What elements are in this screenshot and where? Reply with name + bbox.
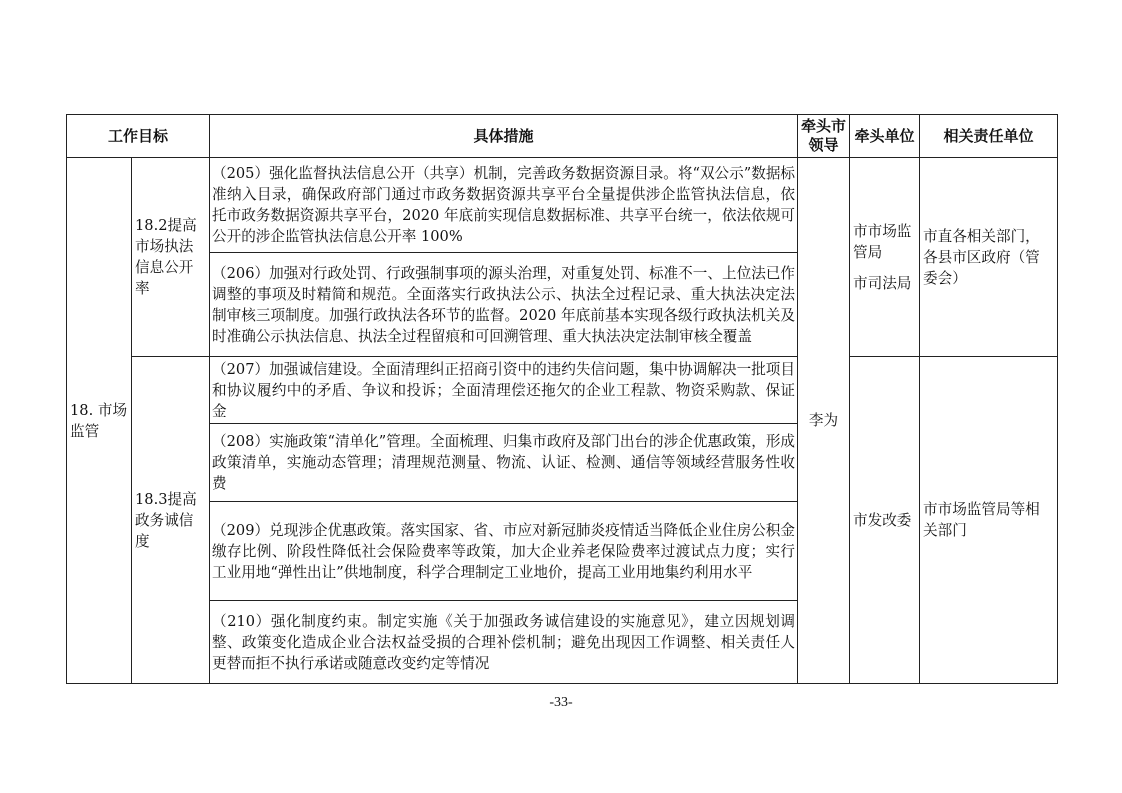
lead-unit-2: 市司法局 bbox=[853, 274, 912, 292]
table-row bbox=[67, 357, 1058, 424]
goal-cell: 18. 市场监管 bbox=[67, 158, 132, 684]
table-row bbox=[67, 158, 1058, 253]
measure-210: （210）强化制度约束。制定实施《关于加强政务诚信建设的实施意见》，建立因规划调整、政策变化造成企业合法权益受损的合理补偿机制；避免出现因工作调整、相关责任人更替而拒不执行承诺或随意改变约定等情况 bbox=[210, 601, 798, 684]
measure-208: （208）实施政策“清单化”管理。全面梳理、归集市政府及部门出台的涉企优惠政策，形成政策清单，实施动态管理；清理规范测量、物流、认证、检测、通信等领域经营服务性收费 bbox=[210, 424, 798, 502]
lead-unit-cell: 市发改委 bbox=[850, 357, 920, 684]
lead-unit-1: 市市场监管局 bbox=[853, 222, 912, 261]
subgoal-cell: 18.3提高政务诚信度 bbox=[132, 357, 210, 684]
related-cell: 市直各相关部门，各县市区政府（管委会） bbox=[920, 158, 1058, 357]
work-plan-table bbox=[66, 114, 1058, 684]
subgoal-cell: 18.2提高市场执法信息公开率 bbox=[132, 158, 210, 357]
table-header-row bbox=[67, 115, 1058, 158]
header-leader: 牵头市领导 bbox=[798, 115, 850, 158]
header-related: 相关责任单位 bbox=[920, 115, 1058, 158]
header-lead-unit: 牵头单位 bbox=[850, 115, 920, 158]
measure-206: （206）加强对行政处罚、行政强制事项的源头治理，对重复处罚、标准不一、上位法已作调整的事项及时精简和规范。全面落实行政执法公示、执法全过程记录、重大执法决定法制审核三项制度。加强行政执法各环节的监督。2020 年底前基本实现各级行政执法机关及时准确公示执法信息、执法全过程留痕和可回溯管理、重大执法决定法制审核全覆盖 bbox=[210, 253, 798, 357]
header-goal: 工作目标 bbox=[67, 115, 210, 158]
header-measures: 具体措施 bbox=[210, 115, 798, 158]
leader-cell: 李为 bbox=[798, 158, 850, 684]
measure-207: （207）加强诚信建设。全面清理纠正招商引资中的违约失信问题，集中协调解决一批项目和协议履约中的矛盾、争议和投诉；全面清理偿还拖欠的企业工程款、物资采购款、保证金 bbox=[210, 357, 798, 424]
lead-unit-cell bbox=[850, 158, 920, 357]
measure-209: （209）兑现涉企优惠政策。落实国家、省、市应对新冠肺炎疫情适当降低企业住房公积金缴存比例、阶段性降低社会保险费率等政策，加大企业养老保险费率过渡试点力度；实行工业用地“弹性出让”供地制度，科学合理制定工业地价，提高工业用地集约利用水平 bbox=[210, 502, 798, 601]
measure-205: （205）强化监督执法信息公开（共享）机制，完善政务数据资源目录。将“双公示”数据标准纳入目录，确保政府部门通过市政务数据资源共享平台全量提供涉企监管执法信息，依托市政务数据资源共享平台，2020 年底前实现信息数据标准、共享平台统一，依法依规可公开的涉企监管执法信息公开率 100% bbox=[210, 158, 798, 253]
related-cell: 市市场监管局等相关部门 bbox=[920, 357, 1058, 684]
page-number: -33- bbox=[549, 695, 573, 710]
